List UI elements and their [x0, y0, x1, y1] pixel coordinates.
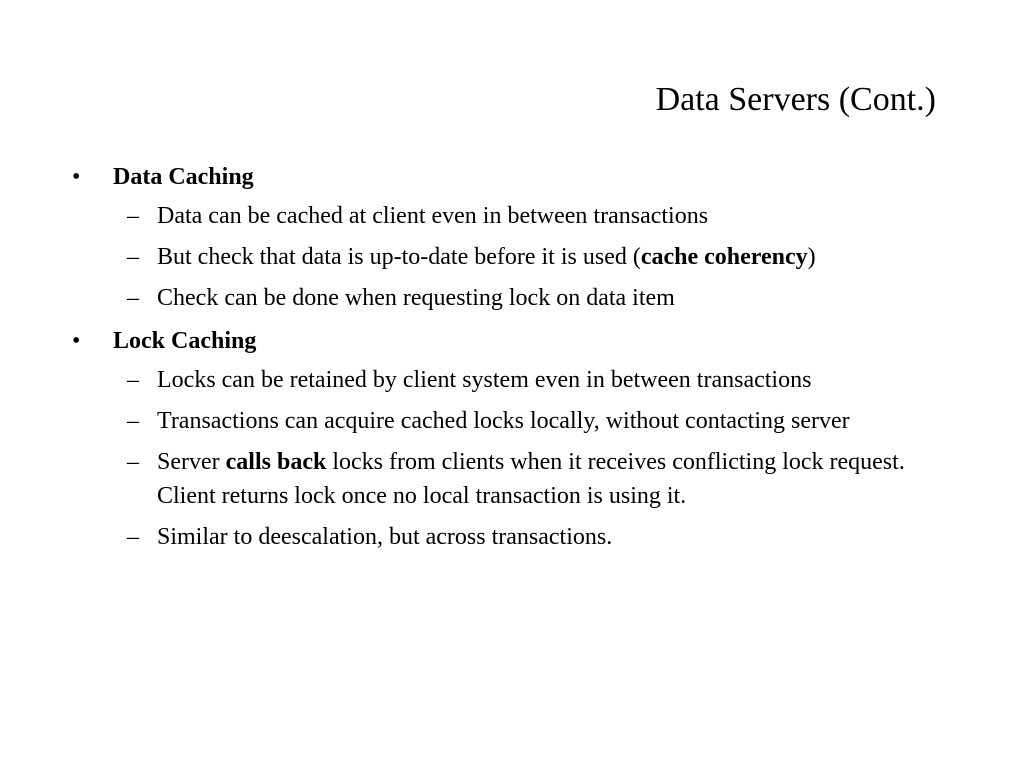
bullet-lock-caching [0, 322, 1024, 360]
dash-icon: – [127, 524, 139, 550]
sub-item [0, 520, 1024, 554]
slide-title: Data Servers (Cont.) [655, 81, 936, 118]
sub-item-text: Data can be cached at client even in between transactions [157, 203, 709, 229]
sub-item [0, 281, 1024, 315]
sub-item [0, 199, 1024, 233]
sub-item [0, 363, 1024, 397]
sub-item-text: Locks can be retained by client system even in between transactions [157, 367, 812, 393]
dash-icon: – [127, 408, 139, 434]
bullet-icon: • [72, 164, 81, 190]
sub-item [0, 240, 1024, 274]
bullet-icon: • [72, 328, 81, 354]
dash-icon: – [127, 449, 139, 475]
sub-item-text-end: locks from clients when it receives conflicting lock request. Client returns lock once no local transaction is using it. [157, 449, 905, 509]
sub-item-text-end: ) [807, 244, 816, 270]
sub-item-text: Similar to deescalation, but across transactions. [157, 524, 613, 550]
sub-item-text: Server [157, 449, 226, 475]
sub-item-text: Check can be done when requesting lock on data item [157, 285, 675, 311]
bullet-heading: Lock Caching [113, 328, 257, 354]
sub-item-text: Transactions can acquire cached locks locally, without contacting server [157, 408, 850, 434]
dash-icon: – [127, 203, 139, 229]
bullet-heading: Data Caching [113, 164, 254, 190]
slide-content [0, 158, 1024, 561]
dash-icon: – [127, 367, 139, 393]
sub-item [0, 404, 1024, 438]
sub-item-text: But check that data is up-to-date before it is used ( [157, 244, 641, 270]
sub-item-emphasis: calls back [225, 449, 327, 475]
bullet-data-caching [0, 158, 1024, 196]
dash-icon: – [127, 285, 139, 311]
dash-icon: – [127, 244, 139, 270]
sub-item [0, 445, 1024, 513]
sub-item-emphasis: cache coherency [640, 244, 808, 270]
